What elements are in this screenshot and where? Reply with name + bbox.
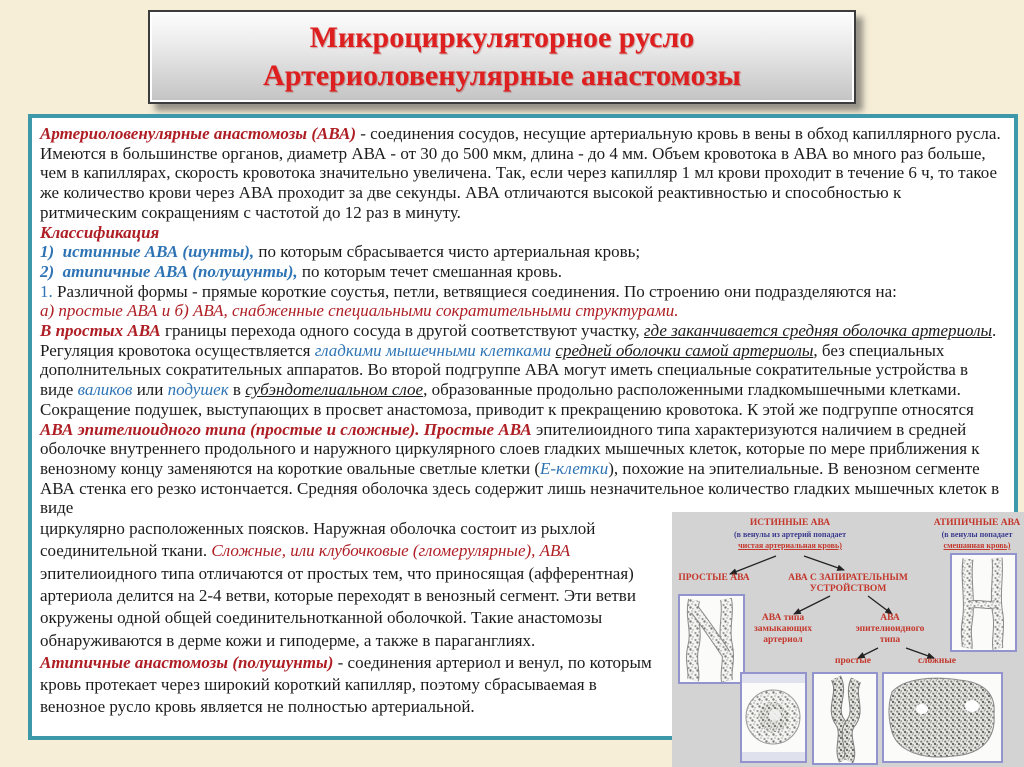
text-run: эпителиоидного типа характеризуются наличием в средней оболочке внутреннего продольного и наружного циркулярного слоев гладких мышечных клеток, которые по мере приближения к венозному концу заменяются на короткие овальные светлые клетки (	[40, 419, 980, 478]
label-atypical-ava-sub2: смешанная кровь)	[943, 541, 1011, 550]
text-run: Различной формы - прямые короткие соустья, петли, ветвящиеся соединения. По строению они подразделяются на:	[52, 281, 897, 301]
paragraph-classification-heading	[40, 223, 1002, 243]
text-run: ), похожие на эпителиальные. В венозном сегменте АВА стенка его резко истончается. Средняя оболочка здесь содержит лишь незначительное количество гладких мышечных клеток в виде	[40, 458, 1000, 518]
paragraph-subtypes	[40, 301, 1002, 321]
text-run: в	[228, 380, 246, 400]
text-run: средней оболочки самой артериолы	[555, 340, 814, 360]
paragraph-structure	[40, 321, 1002, 518]
text-run: АВА эпителиоидного типа (простые и сложные). Простые АВА	[40, 419, 536, 439]
text-run: Классификация	[40, 222, 160, 242]
title-box	[148, 10, 856, 104]
text-run: где заканчивается средняя оболочка артериолы	[643, 321, 992, 341]
label-simple: простые	[834, 656, 872, 666]
text-run: эпителиоидного типа отличаются от простых тем, что приносящая (афферентная) артериола делится на 2-4 ветви, которые переходят в венозный сегмент. Эти ветви окружены одной общей соединительнотканной оболочкой. Такие анастомозы обнаруживаются в дерме кожи и гиподерме, а также в параганглиях.	[40, 563, 636, 650]
text-run: а) простые АВА и б) АВА, снабженные специальными сократительными структурами.	[40, 301, 679, 321]
histology-simple-ava-image	[678, 594, 745, 684]
text-run: 2) атипичные АВА (полушунты),	[40, 261, 298, 281]
text-run: 1.	[40, 281, 53, 301]
paragraph-forms	[40, 282, 1002, 302]
label-closing-arterioles: АВА типа замыкающих артериол	[753, 613, 813, 645]
text-run: 1) истинные АВА (шунты),	[40, 242, 255, 262]
histology-complex-image	[882, 672, 1003, 763]
text-run: валиков	[77, 380, 133, 400]
text-run: гладкими мышечными клетками	[314, 340, 556, 360]
text-run: Атипичные анастомозы (полушунты)	[40, 652, 334, 672]
text-run: Артериоловенулярные анастомозы (АВА)	[40, 124, 357, 143]
text-run: или	[132, 380, 168, 400]
text-run: В простых АВА	[40, 321, 165, 341]
text-run: циркулярно расположенных поясков. Наружная оболочка состоит из рыхлой соединительной ткани.	[40, 519, 596, 561]
classification-diagram	[672, 512, 1024, 767]
label-true-ava-sub2: чистая артериальная кровь)	[738, 541, 842, 550]
label-locking-device: АВА С ЗАПИРАТЕЛЬНЫМ УСТРОЙСТВОМ	[788, 573, 908, 594]
paragraph-intro	[40, 124, 1002, 223]
text-run: , образованные продольно расположенными гладкомышечными клетками. Сокращение подушек, выступающих в просвет анастомоза, приводит к прекращению кровотока. К этой же подгруппе относятся	[40, 380, 974, 419]
page-title-line-2: Артериоловенулярные анастомозы	[263, 59, 741, 92]
label-complex: сложные	[917, 656, 957, 666]
histology-glomerular-image	[740, 672, 807, 763]
label-true-ava-sub1: (в венулы из артерий попадает	[733, 530, 847, 539]
text-run: . Регуляция кровотока осуществляется	[40, 321, 997, 360]
text-run: по которым сбрасывается чисто артериальная кровь;	[254, 242, 641, 262]
histology-atypical-ava-image	[950, 553, 1017, 652]
label-simple-ava: ПРОСТЫЕ АВА	[678, 573, 750, 583]
label-epithelioid-type: АВА эпителиоидного типа	[855, 613, 925, 645]
text-run: , без специальных дополнительных сократительных аппаратов. Во второй подгруппе АВА могут иметь специальные сократительные устройства в виде	[40, 340, 969, 400]
text-run: подушек	[167, 380, 229, 400]
list-item-atypical-ava	[40, 262, 1002, 282]
label-atypical-ava: АТИПИЧНЫЕ АВА	[933, 518, 1021, 528]
text-run: - соединения артериол и венул, по которым кровь протекает через широкий короткий капилляр, поэтому сбрасываемая в венозное русло кровь является не полностью артериальной.	[40, 652, 652, 717]
text-run: Сложные, или клубочковые (гломерулярные), АВА	[211, 541, 571, 561]
text-run: Е-клетки	[540, 458, 609, 478]
histology-twisted-image	[812, 672, 878, 765]
label-true-ava: ИСТИННЫЕ АВА	[749, 518, 831, 528]
text-run: по которым течет смешанная кровь.	[297, 261, 562, 281]
list-item-true-ava	[40, 242, 1002, 262]
text-run: границы перехода одного сосуда в другой соответствуют участку,	[164, 321, 644, 341]
text-run: - соединения сосудов, несущие артериальную кровь в вены в обход капиллярного русла. Имеются в большинстве органов, диаметр АВА - от 30 до 500 мкм, длина - до 4 мм. Объем кровотока в АВА во много раз больше, чем в капиллярах, скорость кровотока значительно увеличена. Так, если через капилляр 1 мл крови проходит в течение 6 ч, то такое же количество крови через АВА проходит за две секунды. АВА отличаются высокой реактивностью и способностью к ритмическим сокращениям с частотой до 12 раз в минуту.	[40, 124, 1001, 222]
label-atypical-ava-sub1: (в венулы попадает	[941, 530, 1013, 539]
text-run: субэндотелиальном слое	[245, 380, 424, 400]
page-title-line-1: Микроциркуляторное русло	[309, 21, 695, 54]
